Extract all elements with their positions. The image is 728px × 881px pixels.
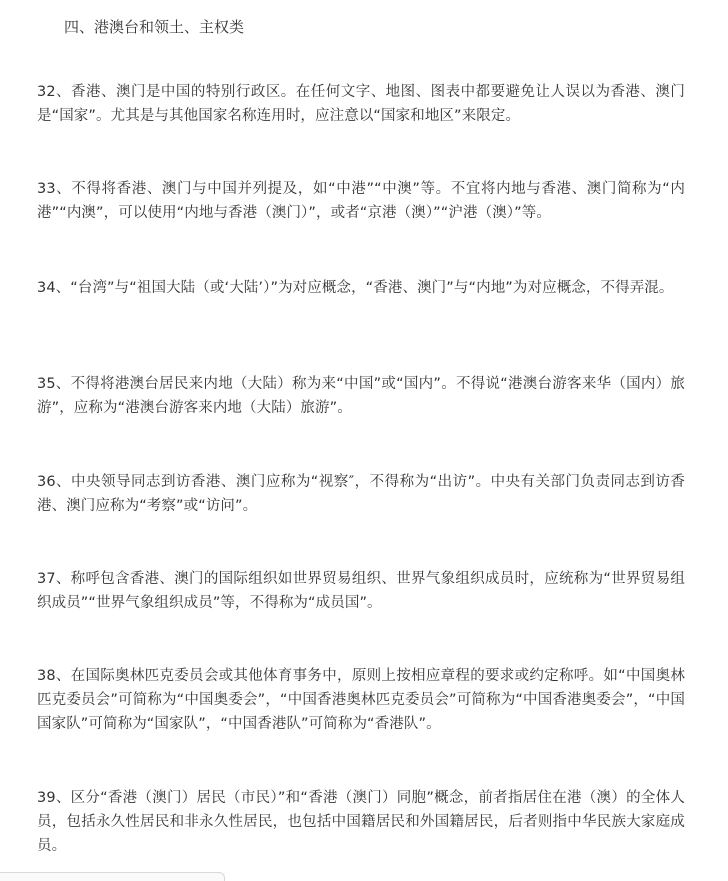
guideline-item-37: 37、称呼包含香港、澳门的国际组织如世界贸易组织、世界气象组织成员时，应统称为“世界贸易组织成员”“世界气象组织成员”等，不得称为“成员国”。 bbox=[37, 571, 685, 611]
guideline-item-38: 38、在国际奥林匹克委员会或其他体育事务中，原则上按相应章程的要求或约定称呼。如“中国奥林匹克委员会”可简称为“中国奥委会”，“中国香港奥林匹克委员会”可简称为“中国香港奥委会”，“中国国家队”可简称为“国家队”，“中国香港队”可简称为“香港队”。 bbox=[37, 668, 685, 732]
guideline-item-34: 34、“台湾”与“祖国大陆（或‘大陆’）”为对应概念，“香港、澳门”与“内地”为对应概念，不得弄混。 bbox=[37, 280, 674, 296]
guideline-item-39: 39、区分“香港（澳门）居民（市民）”和“香港（澳门）同胞”概念，前者指居住在港（澳）的全体人员，包括永久性居民和非永久性居民，也包括中国籍居民和外国籍居民，后者则指中华民族大家庭成员。 bbox=[37, 790, 685, 854]
section-heading: 四、港澳台和领土、主权类 bbox=[64, 18, 245, 36]
guideline-item-36: 36、中央领导同志到访香港、澳门应称为“视察″，不得称为“出访”。中央有关部门负责同志到访香港、澳门应称为“考察”或“访问”。 bbox=[37, 474, 685, 514]
guideline-item-35: 35、不得将港澳台居民来内地（大陆）称为来“中国”或“国内”。不得说“港澳台游客来华（国内）旅游”，应称为“港澳台游客来内地（大陆）旅游”。 bbox=[37, 376, 685, 416]
guideline-item-32: 32、香港、澳门是中国的特别行政区。在任何文字、地图、图表中都要避免让人误以为香港、澳门是“国家”。尤其是与其他国家名称连用时，应注意以“国家和地区”来限定。 bbox=[37, 84, 685, 124]
guideline-item-33: 33、不得将香港、澳门与中国并列提及，如“中港”“中澳”等。不宜将内地与香港、澳门简称为“内港”“内澳”，可以使用“内地与香港（澳门）”，或者“京港（澳）”“沪港（澳）”等。 bbox=[37, 181, 685, 221]
